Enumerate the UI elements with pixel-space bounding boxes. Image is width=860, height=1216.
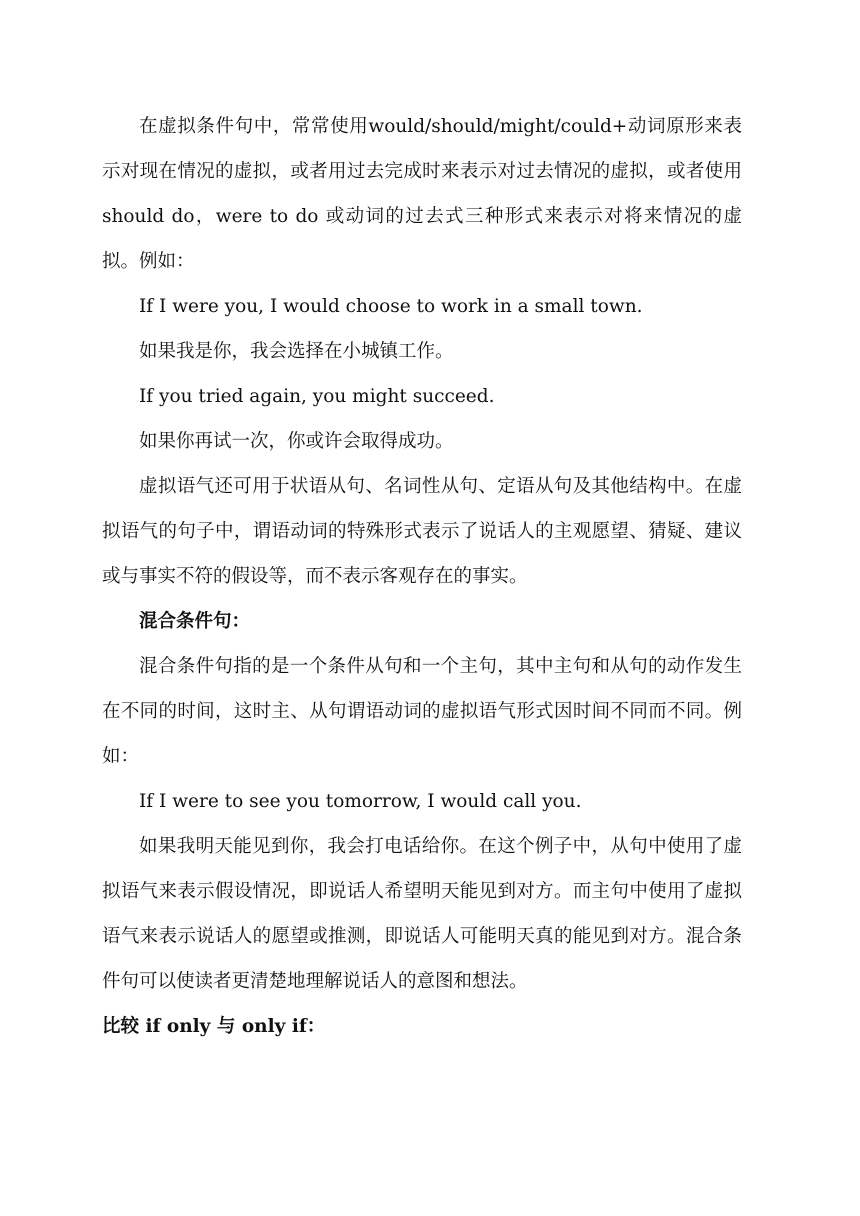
section-heading-if-only-vs-only-if: 比较 if only 与 only if： [102,1016,326,1037]
paragraph-subjunctive-other-clauses: 虚拟语气还可用于状语从句、名词性从句、定语从句及其他结构中。在虚拟语气的句子中，谓语动词的特殊形式表示了说话人的主观愿望、猜疑、建议或与事实不符的假设等，而不表示客观存在的事实。 [102,476,742,587]
paragraph-subjunctive-conditional-intro: 在虚拟条件句中，常常使用would/should/might/could+动词原形来表示对现在情况的虚拟，或者用过去完成时来表示对过去情况的虚拟，或者使用 should do，were to do 或动词的过去式三种形式来表示对将来情况的虚拟。例如： [102,116,742,272]
example-translation-chinese: 如果我是你，我会选择在小城镇工作。 [139,341,454,362]
example-sentence-english: If I were you, I would choose to work in a small town. [139,296,643,317]
example-translation-chinese: 如果你再试一次，你或许会取得成功。 [139,431,454,452]
example-sentence-english: If I were to see you tomorrow, I would call you. [139,791,582,812]
paragraph-mixed-conditional-explanation: 如果我明天能见到你，我会打电话给你。在这个例子中，从句中使用了虚拟语气来表示假设情况，即说话人希望明天能见到对方。而主句中使用了虚拟语气来表示说话人的愿望或推测，即说话人可能明天真的能见到对方。混合条件句可以使读者更清楚地理解说话人的意图和想法。 [102,836,742,992]
section-heading-mixed-conditional: 混合条件句： [139,611,251,632]
paragraph-mixed-conditional-definition: 混合条件句指的是一个条件从句和一个主句，其中主句和从句的动作发生在不同的时间，这时主、从句谓语动词的虚拟语气形式因时间不同而不同。例如： [102,656,742,767]
document-body [102,104,742,1049]
example-sentence-english: If you tried again, you might succeed. [139,386,495,407]
